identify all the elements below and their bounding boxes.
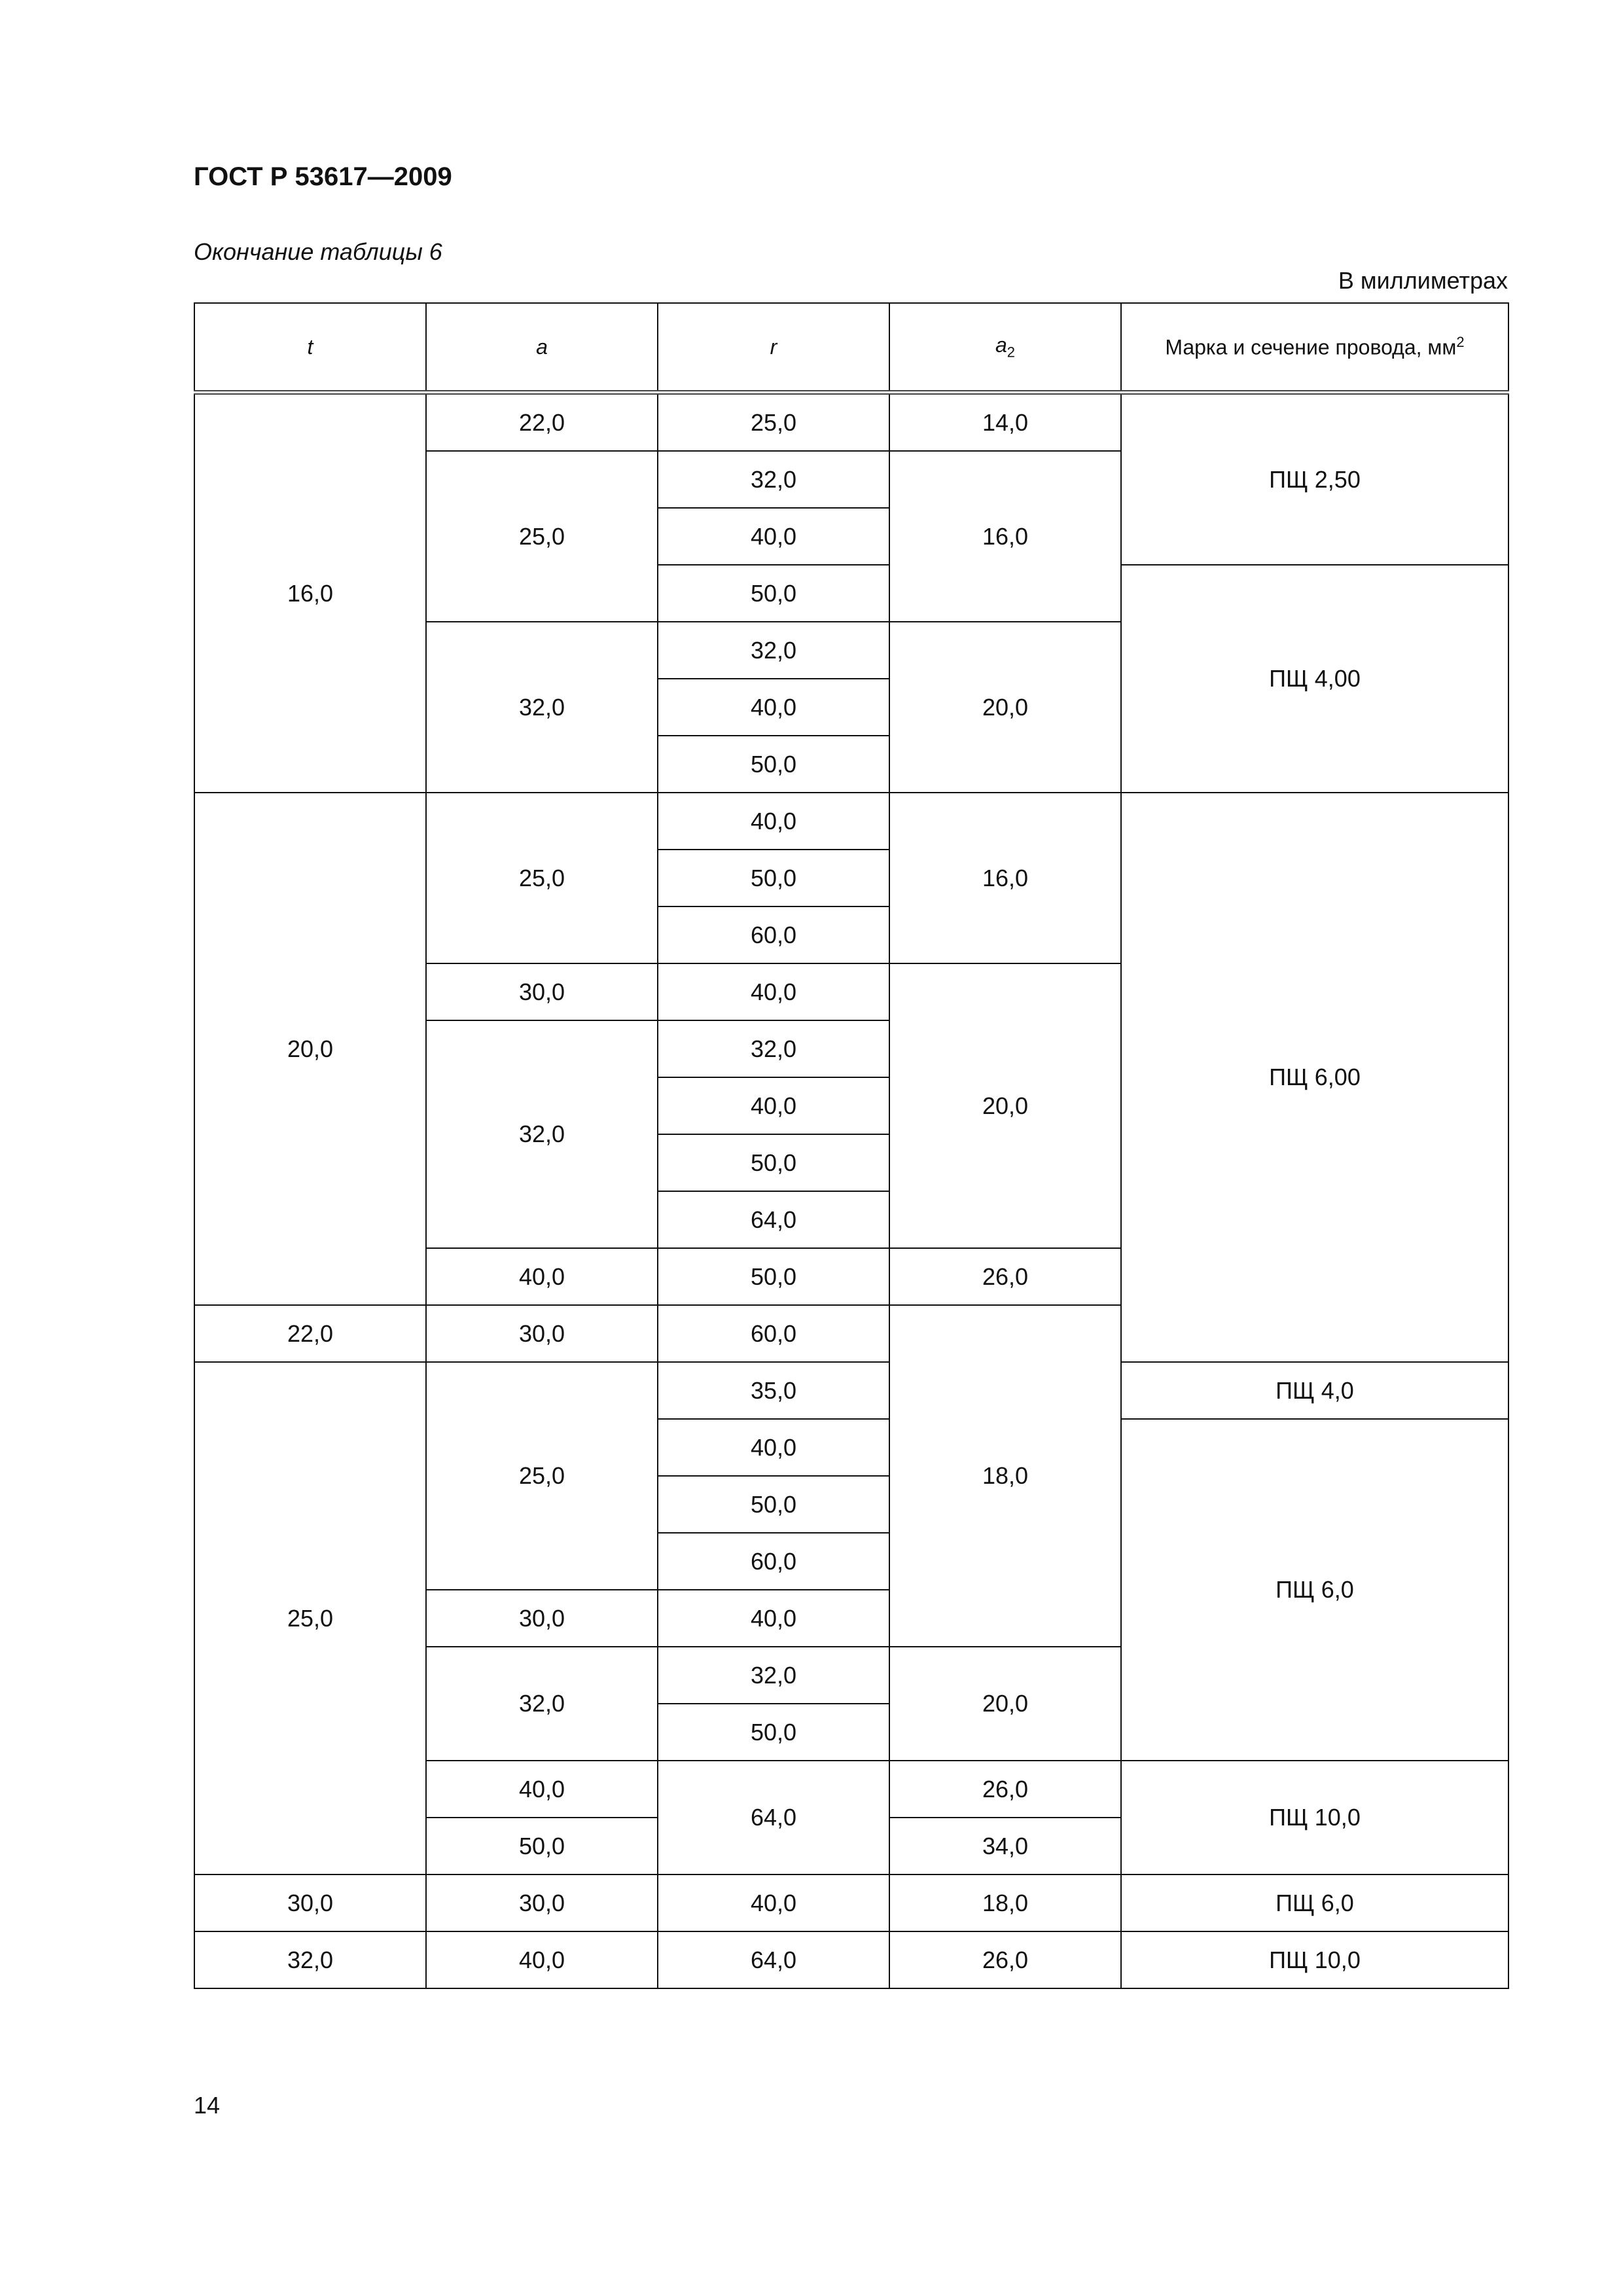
header-r: r bbox=[658, 303, 889, 393]
table-row bbox=[194, 1874, 1508, 1931]
cell-r: 50,0 bbox=[658, 1134, 889, 1191]
cell-a: 50,0 bbox=[426, 1818, 658, 1874]
dimensions-table bbox=[194, 302, 1509, 1989]
cell-r: 60,0 bbox=[658, 1533, 889, 1590]
cell-a2: 16,0 bbox=[889, 793, 1121, 963]
cell-t: 16,0 bbox=[194, 393, 426, 793]
header-wire-text: Марка и сечение провода, мм bbox=[1165, 335, 1457, 359]
cell-a2: 18,0 bbox=[889, 1305, 1121, 1647]
cell-a: 32,0 bbox=[426, 622, 658, 793]
page-number: 14 bbox=[194, 2092, 221, 2119]
cell-r: 50,0 bbox=[658, 1704, 889, 1761]
cell-r: 40,0 bbox=[658, 508, 889, 565]
cell-a2: 26,0 bbox=[889, 1761, 1121, 1818]
table-row bbox=[194, 1931, 1508, 1988]
cell-r: 40,0 bbox=[658, 1590, 889, 1647]
document-header: ГОСТ Р 53617—2009 bbox=[194, 162, 452, 191]
cell-wire: ПЩ 4,00 bbox=[1121, 565, 1508, 793]
cell-wire: ПЩ 10,0 bbox=[1121, 1931, 1508, 1988]
cell-r: 50,0 bbox=[658, 736, 889, 793]
cell-r: 40,0 bbox=[658, 963, 889, 1020]
cell-t: 22,0 bbox=[194, 1305, 426, 1362]
header-a2 bbox=[889, 303, 1121, 393]
cell-r: 32,0 bbox=[658, 622, 889, 679]
cell-wire: ПЩ 10,0 bbox=[1121, 1761, 1508, 1874]
cell-wire: ПЩ 4,0 bbox=[1121, 1362, 1508, 1419]
cell-a: 40,0 bbox=[426, 1248, 658, 1305]
header-a2-sub: 2 bbox=[1007, 344, 1016, 361]
cell-r: 50,0 bbox=[658, 565, 889, 622]
table-row bbox=[194, 393, 1508, 452]
cell-wire: ПЩ 6,00 bbox=[1121, 793, 1508, 1362]
cell-a: 30,0 bbox=[426, 963, 658, 1020]
cell-r: 64,0 bbox=[658, 1191, 889, 1248]
cell-a: 30,0 bbox=[426, 1590, 658, 1647]
cell-a: 25,0 bbox=[426, 451, 658, 622]
table-row bbox=[194, 793, 1508, 850]
cell-r: 64,0 bbox=[658, 1761, 889, 1874]
units-note: В миллиметрах bbox=[1338, 267, 1508, 294]
cell-a2: 20,0 bbox=[889, 963, 1121, 1248]
cell-t: 32,0 bbox=[194, 1931, 426, 1988]
cell-a: 30,0 bbox=[426, 1305, 658, 1362]
cell-r: 40,0 bbox=[658, 1419, 889, 1476]
cell-r: 25,0 bbox=[658, 393, 889, 452]
header-row bbox=[194, 303, 1508, 393]
header-wire bbox=[1121, 303, 1508, 393]
cell-r: 64,0 bbox=[658, 1931, 889, 1988]
cell-r: 40,0 bbox=[658, 1077, 889, 1134]
cell-a2: 18,0 bbox=[889, 1874, 1121, 1931]
cell-wire: ПЩ 6,0 bbox=[1121, 1419, 1508, 1761]
cell-a: 40,0 bbox=[426, 1761, 658, 1818]
cell-wire: ПЩ 2,50 bbox=[1121, 393, 1508, 565]
cell-a2: 26,0 bbox=[889, 1931, 1121, 1988]
cell-r: 32,0 bbox=[658, 451, 889, 508]
cell-a: 32,0 bbox=[426, 1647, 658, 1761]
cell-t: 20,0 bbox=[194, 793, 426, 1305]
cell-a2: 26,0 bbox=[889, 1248, 1121, 1305]
cell-r: 32,0 bbox=[658, 1020, 889, 1077]
cell-r: 40,0 bbox=[658, 679, 889, 736]
cell-r: 60,0 bbox=[658, 1305, 889, 1362]
cell-a2: 20,0 bbox=[889, 622, 1121, 793]
table-row bbox=[194, 1362, 1508, 1419]
cell-a: 32,0 bbox=[426, 1020, 658, 1248]
cell-wire: ПЩ 6,0 bbox=[1121, 1874, 1508, 1931]
cell-r: 35,0 bbox=[658, 1362, 889, 1419]
header-t: t bbox=[194, 303, 426, 393]
cell-r: 40,0 bbox=[658, 1874, 889, 1931]
cell-r: 50,0 bbox=[658, 1248, 889, 1305]
cell-a: 40,0 bbox=[426, 1931, 658, 1988]
cell-a2: 16,0 bbox=[889, 451, 1121, 622]
cell-r: 40,0 bbox=[658, 793, 889, 850]
cell-r: 50,0 bbox=[658, 850, 889, 906]
cell-t: 30,0 bbox=[194, 1874, 426, 1931]
cell-r: 50,0 bbox=[658, 1476, 889, 1533]
cell-r: 32,0 bbox=[658, 1647, 889, 1704]
cell-a: 22,0 bbox=[426, 393, 658, 452]
cell-a2: 34,0 bbox=[889, 1818, 1121, 1874]
table-caption: Окончание таблицы 6 bbox=[194, 238, 442, 265]
cell-r: 60,0 bbox=[658, 906, 889, 963]
header-wire-sup: 2 bbox=[1456, 334, 1465, 351]
cell-a: 25,0 bbox=[426, 793, 658, 963]
header-a: a bbox=[426, 303, 658, 393]
cell-t: 25,0 bbox=[194, 1362, 426, 1874]
cell-a: 30,0 bbox=[426, 1874, 658, 1931]
cell-a2: 14,0 bbox=[889, 393, 1121, 452]
header-a2-base: a bbox=[995, 332, 1007, 357]
cell-a: 25,0 bbox=[426, 1362, 658, 1590]
cell-a2: 20,0 bbox=[889, 1647, 1121, 1761]
